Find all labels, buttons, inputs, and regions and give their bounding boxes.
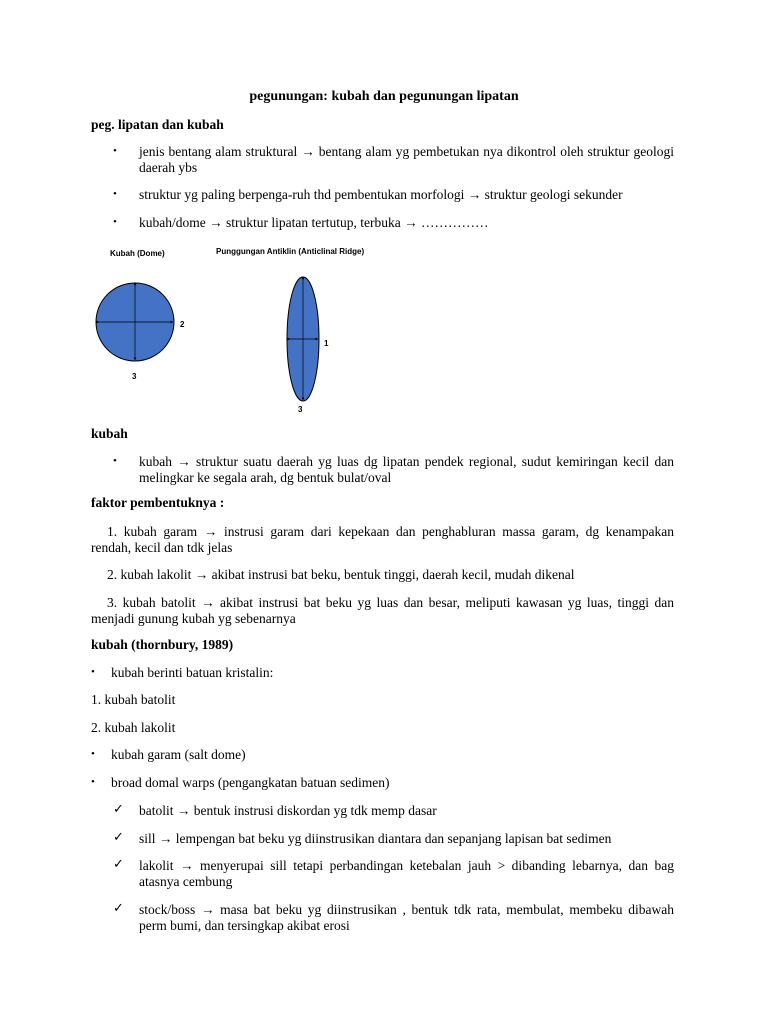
- dome-axis-number-3: 3: [132, 372, 137, 381]
- bullet-dot: •: [113, 216, 117, 228]
- check-mark-icon: ✓: [113, 830, 124, 845]
- section-heading-kubah: kubah: [91, 426, 128, 441]
- bullet-dot: •: [91, 666, 95, 678]
- section-heading-thornbury: kubah (thornbury, 1989): [91, 637, 234, 652]
- bullet-dot: •: [113, 145, 117, 157]
- check-item-text: batolit → bentuk instrusi diskordan yg tdk memp dasar: [139, 803, 437, 818]
- bullet-text: jenis bentang alam struktural → bentang alam yg pembetukan nya dikontrol oleh struktur geologi daerah ybs: [139, 144, 674, 175]
- numbered-item: 1. kubah batolit: [91, 692, 176, 707]
- section-heading-faktor: faktor pembentuknya :: [91, 495, 225, 510]
- numbered-item: 3. kubah batolit → akibat instrusi bat beku yg luas dan besar, meliputi kawasan yg luas, tinggi dan menjadi gunung kubah yg sebenarnya: [91, 595, 674, 626]
- bullet-text: kubah berinti batuan kristalin:: [111, 665, 274, 680]
- ridge-label: Punggungan Antiklin (Anticlinal Ridge): [216, 247, 365, 256]
- bullet-dot: •: [113, 188, 117, 200]
- bullet-text: broad domal warps (pengangkatan batuan sedimen): [111, 775, 390, 790]
- check-mark-icon: ✓: [113, 901, 124, 916]
- check-mark-icon: ✓: [113, 857, 124, 872]
- bullet-text: kubah → struktur suatu daerah yg luas dg lipatan pendek regional, sudut kemiringan kecil dan melingkar ke segala arah, dg bentuk bulat/oval: [139, 454, 674, 485]
- check-item-text: sill → lempengan bat beku yg diinstrusikan diantara dan sepanjang lapisan bat sedimen: [139, 831, 612, 846]
- dome-label: Kubah (Dome): [110, 249, 165, 258]
- bullet-dot: •: [113, 455, 117, 467]
- bullet-dot: •: [91, 748, 95, 760]
- check-item-text: lakolit → menyerupai sill tetapi perbandingan ketebalan jauh > dibanding lebarnya, dan bag atasnya cembung: [139, 858, 674, 889]
- numbered-item: 2. kubah lakolit: [91, 720, 176, 735]
- numbered-item: 1. kubah garam → instrusi garam dari kepekaan dan penghabluran massa garam, dg kenampakan rendah, kecil dan tdk jelas: [91, 524, 674, 555]
- bullet-text: struktur yg paling berpenga-ruh thd pembentukan morfologi → struktur geologi sekunder: [139, 187, 623, 202]
- check-item-text: stock/boss → masa bat beku yg diinstrusikan , bentuk tdk rata, membulat, membeku dibawah perm bumi, dan tersingkap akibat erosi: [139, 902, 674, 933]
- section-heading-lipatan: peg. lipatan dan kubah: [91, 117, 224, 132]
- dome-axis-number-2: 2: [180, 320, 185, 329]
- page-title: pegunungan: kubah dan pegunungan lipatan: [249, 89, 519, 104]
- numbered-item: 2. kubah lakolit → akibat instrusi bat beku, bentuk tinggi, daerah kecil, mudah dikenal: [107, 567, 575, 582]
- bullet-text: kubah/dome → struktur lipatan tertutup, terbuka → ……………: [139, 215, 489, 230]
- ridge-axis-number-1: 1: [324, 339, 329, 348]
- bullet-dot: •: [91, 776, 95, 788]
- ridge-axis-number-3: 3: [298, 405, 303, 414]
- bullet-text: kubah garam (salt dome): [111, 747, 246, 762]
- check-mark-icon: ✓: [113, 802, 124, 817]
